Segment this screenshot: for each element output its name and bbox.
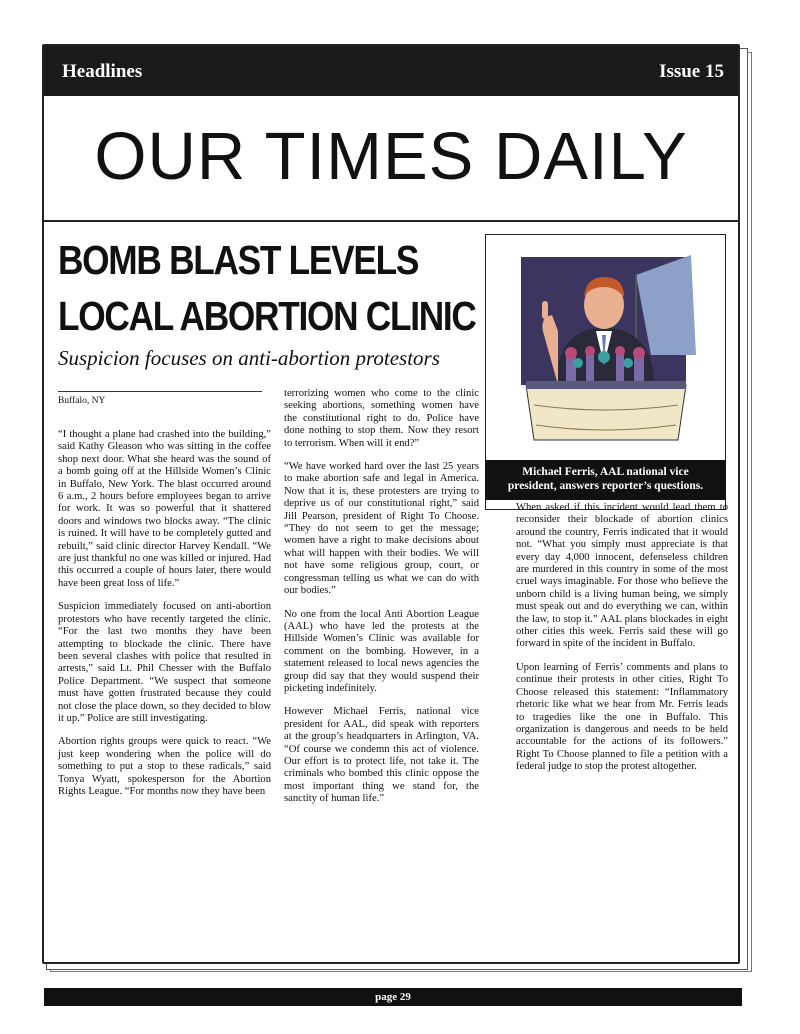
paragraph: However Michael Ferris, national vice president for AAL, did speak with reporters at the group’s headquarters in Arlington, VA. “Of course we condemn this act of violence. Our effort is to protect life, not take it. The criminals who bombed this clinic oppose the most important thing we stand for, the sanctity of human life.” (284, 706, 479, 805)
headline (58, 232, 476, 344)
article-column-2 (284, 388, 479, 817)
headline-line-2: LOCAL ABORTION CLINIC (58, 293, 476, 339)
dateline: Buffalo, NY (58, 391, 262, 406)
page-footer: page 29 (44, 988, 742, 1006)
photo-caption (485, 460, 726, 500)
paragraph: Upon learning of Ferris’ comments and plans to continue their protests in other cities, Right To Choose released this statement: “Inflammatory rhetoric like what we hear from Mr. Ferris leads to tragedies like the one in Buffalo. This organization is dangerous and needs to be held accountable for the actions of its followers.” Right To Choose planned to file a petition with a federal judge to stop the protest altogether. (516, 661, 728, 773)
speaker-at-podium-illustration (486, 235, 724, 460)
caption-line-2: president, answers reporter’s questions. (507, 480, 704, 492)
paragraph: Suspicion immediately focused on anti-abortion protestors who have recently targeted the clinic. “For the last two months they have been attempting to blockade the clinic. There have been several clashes with police that resulted in arrests,” said Lt. Phil Chesser with the Buffalo Police Department. “We suspect that someone must have gotten frustrated because they could not close the place down, so they decided to blow it up.” Police are still investigating. (58, 601, 271, 724)
paragraph: terrorizing women who come to the clinic seeking abortions, something women have the constitutional right to do. Police have done nothing to stop them. Now they resort to terrorism. When will it end?” (284, 388, 479, 449)
newspaper-page (42, 44, 740, 964)
issue-label: Issue 15 (659, 61, 724, 82)
paragraph: Abortion rights groups were quick to react. “We just keep wondering when the police will do something to put a stop to these radicals,” said Tonya Wyatt, spokesperson for the Abortion Rights League. “For months now they have been (58, 736, 271, 797)
section-label: Headlines (62, 61, 143, 82)
caption-line-1: Michael Ferris, AAL national vice (522, 466, 689, 478)
article-column-3 (516, 502, 728, 785)
paragraph: No one from the local Anti Abortion League (AAL) who have led the protests at the Hillside Women’s Clinic was available for comment on the bombing. However, in a statement released to local news agencies the group did say that they would suspend their picketing indefinitely. (284, 608, 479, 694)
masthead-title: OUR TIMES DAILY (94, 119, 688, 194)
paragraph: When asked if this incident would lead them to reconsider their blockade of abortion clinics around the country, Ferris indicated that it would not. “What you simply must appreciate is that every day 4,000 innocent, defenseless children are murdered in this country in some of the most cruel ways imaginable. For those who believe the unborn child is a living human being, we simply must speak out and do everything we can, within the law, to stop it.” AAL plans blockades in eight other cities this week. Ferris said these will go forward in spite of the incident in Buffalo. (516, 502, 728, 650)
article-column-1 (58, 429, 271, 809)
paragraph: “We have worked hard over the last 25 years to make abortion safe and legal in America. Now that it is, these protesters are trying to deprive us of our constitutional right,” said Jill Pearson, president of Right To Choose. “They do not seem to get the message; women have a right to make decisions about what will happen with their bodies. We will not have some religious group, court, or congressman telling us what we can do with our bodies.” (284, 461, 479, 597)
header-bar (44, 46, 738, 96)
subheadline: Suspicion focuses on anti-abortion protestors (58, 346, 440, 370)
masthead-divider (44, 220, 738, 222)
headline-line-1: BOMB BLAST LEVELS (58, 237, 419, 283)
paragraph: “I thought a plane had crashed into the building,” said Kathy Gleason who was sitting in the coffee shop next door. What she heard was the sound of a bomb going off at the Hillside Women’s Clinic in Buffalo, New York. The blast occurred around 6 a.m., 2 hours before employees began to arrive for work. It was so powerful that it shattered doors and windows two blocks away. “The clinic is ruined. It will have to be completely gutted and rebuilt,” said clinic director Harvey Kendall. “We are just thankful no one was killed or injured. Had this occurred a couple of hours later, there would have been great loss of life.” (58, 429, 271, 589)
